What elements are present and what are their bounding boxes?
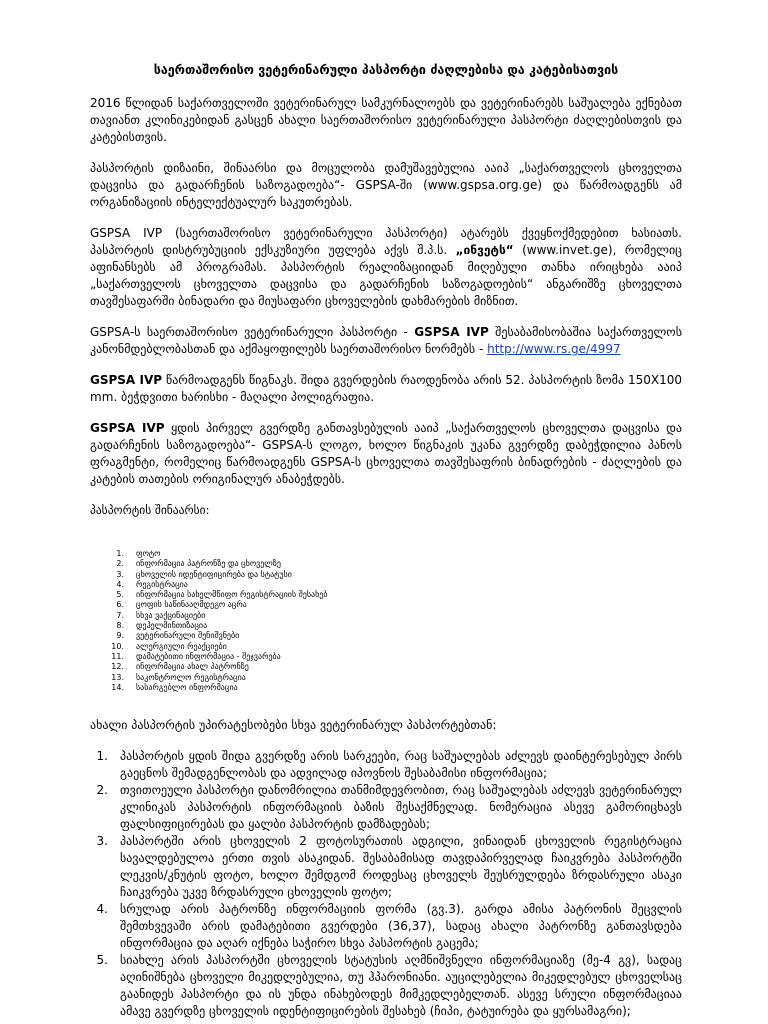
- contents-item-label: ცოფის საწინააღმდეგო აცრა: [136, 600, 247, 610]
- gspsa-ivp-label: GSPSA IVP: [90, 421, 165, 435]
- contents-item: [90, 631, 682, 641]
- contents-item-number: 4.: [116, 579, 124, 589]
- gspsa-ivp-label: GSPSA IVP: [414, 325, 489, 339]
- contents-item-label: ალერგიული რეაქციები: [136, 641, 227, 651]
- contents-item-number: 14.: [111, 682, 124, 692]
- advantage-item-text: პასპორტში არის ცხოველის 2 ფოტოსურათის ადგილი, ვინაიდან ცხოველის რეგისტრაცია სავალდებულოა ერთი თვის ასაკიდან. შესაბამისად თავდაპირველად ჩაიკვრება პასპორტში ლეკვის/კნუტის ფოტო, ხოლო შემდგომ როდესაც ცხოველს შეუსრულდება ზრდასრული ასაკი ჩაიკვრება უკვე ზრდასრული ცხოველის ფოტო;: [120, 834, 682, 900]
- contents-item-label: საკონტროლო რეგისტრაცია: [136, 672, 246, 682]
- paragraph-intro: 2016 წლიდან საქართველოში ვეტერინარულ სამკურნალოებს და ვეტერინარებს საშუალება ექნებათ თავიანთ კლინიკებიდან გასცენ ახალი საერთაშორისო ვეტერინარული პასპორტი ძაღლებისთვის და კატებისთვის.: [90, 96, 682, 144]
- advantage-item: [90, 901, 682, 952]
- contents-item-label: დამატებითი ინფორმაცია - შეჯვარება: [136, 651, 281, 661]
- advantages-list: [90, 748, 682, 1020]
- document-title: საერთაშორისო ვეტერინარული პასპორტი ძაღლებისა და კატებისათვის: [153, 62, 619, 77]
- advantage-item-text: სიახლე არის პასპორტში ცხოველის სტატუსის აღმნიშვნელი ინფორმაციაზე (მე-4 გვ), სადაც აღინიშნება ცხოველი მიკედლებულია, თუ ჰპარონიანი. აუცილებელია მიკედლებულ ცხოველსაც გაანიდეს პასპორტი და ის უნდა ინახებოდეს მიმკედლებელთან. ასევე სრული ინფორმაციაა ამავე გვერდზე ცხოველის იდენტიფიცირების შესახებ (ჩიპი, ტატუირება და ყურსამაგრი);: [120, 953, 682, 1019]
- advantage-item: [90, 952, 682, 1020]
- contents-item-label: სხვა ვაქცინაციები: [136, 610, 206, 620]
- advantage-item-number: 1.: [96, 749, 108, 764]
- contents-item-number: 11.: [111, 651, 124, 661]
- paragraph-compliance-text-a: GSPSA-ს საერთაშორისო ვეტერინარული პასპორტი -: [90, 325, 415, 339]
- contents-item: [90, 549, 682, 559]
- contents-item: [90, 673, 682, 683]
- paragraph-cover-text: ყდის პირველ გვერდზე განთავსებულის ააიპ „საქართველოს ცხოველთა დაცვისა და გადარჩენის საზოგადოება“- GSPSA-ს ლოგო, ხოლო წიგნაკის უკანა გვერდზე დაბეჭდილია პანოს ფრაგმენტი, რომელიც წარმოადგენს GSPSA-ს ცხოველთა თავშესაფრის ბინადრების - ძაღლების და კატების თათების ორიგინალურ ანაბეჭდებს.: [90, 421, 682, 486]
- contents-item-label: ინფორმაცია პატრონზე და ცხოველზე: [136, 559, 281, 569]
- contents-item-number: 7.: [116, 610, 124, 620]
- contents-item-number: 1.: [116, 549, 124, 558]
- contents-item: [90, 611, 682, 621]
- contents-item: [90, 590, 682, 600]
- gspsa-ivp-label: GSPSA IVP: [90, 373, 163, 387]
- contents-item: [90, 580, 682, 590]
- advantage-item-number: 5.: [96, 953, 108, 968]
- paragraph-cover: [90, 420, 682, 488]
- advantage-item-number: 4.: [96, 902, 108, 917]
- contents-item-number: 8.: [116, 621, 124, 631]
- contents-item-label: ინფორმაცია ახალ პატრონზე: [136, 662, 249, 672]
- advantage-item: [90, 782, 682, 833]
- paragraph-distribution-text-c: (www.invet.ge), რომელიც აფინანსებს ამ პროგრამას. პასპორტის რეალიზაციიდან მიღებული თანხა ირიცხება ააიპ „საქართველოს ცხოველთა დაცვისა და გადარჩენის საზოგადოების“ ანგარიშზე ცხოველთა თავშესაფარში ბინადარი და მიუსაფარი ცხოველების დახმარების მიზნით.: [90, 243, 683, 308]
- contents-item-label: ვეტერინარული შენიშვნები: [136, 631, 240, 641]
- contents-item: [90, 652, 682, 662]
- contents-item: [90, 570, 682, 580]
- rs-ge-link[interactable]: http://www.rs.ge/4997: [487, 342, 621, 356]
- paragraph-format: [90, 372, 682, 406]
- contents-item-number: 5.: [116, 590, 124, 600]
- advantage-item-text: პასპორტის ყდის შიდა გვერდზე არის სარკეები, რაც საშუალებას აძლევს დაინტერესებულ პირს გაეცნოს შემადგენლობას და ადვილად იპოვნოს შესაბამისი ინფორმაცია;: [120, 749, 682, 781]
- paragraph-compliance-text-c: შესაბამისობაშია საქართველოს კანონმდებლობასთან და აქმაყოფილებს საერთაშორისო ნორმებს -: [90, 325, 682, 356]
- advantage-item: [90, 748, 682, 782]
- paragraph-design: პასპორტის დიზაინი, შინაარსი და მოცულობა დამუშავებულია ააიპ „საქართველოს ცხოველთა დაცვისა და გადარჩენის საზოგადოება“- GSPSA-ში (www.gspsa.org.ge) და წარმოადგენს ამ ორგანიზაციის ინტელექტუალურ საკუთრებას.: [90, 161, 682, 209]
- contents-item-number: 13.: [111, 672, 124, 682]
- contents-item-label: სასარგებლო ინფორმაცია: [136, 682, 238, 692]
- contents-item-label: ინფორმაცია სახელმწიფო რეგისტრაციის შესახებ: [136, 590, 328, 600]
- contents-item: [90, 559, 682, 569]
- contents-item: [90, 600, 682, 610]
- contents-item-number: 12.: [111, 662, 124, 672]
- contents-item: [90, 662, 682, 672]
- contents-item-label: რეგისტრაცია: [136, 579, 188, 589]
- contents-item: [90, 621, 682, 631]
- advantage-item-text: სრულად არის პატრონზე ინფორმაციის ფორმა (გვ.3). გარდა ამისა პატრონის შეცვლის შემთხვევაში არის დამატებითი გვერდები (36,37), სადაც ახალი პატრონზე განთავსდება ინფორმაცია და აღარ იქნება საჭირო სხვა პასპორტის გაცემა;: [120, 902, 682, 951]
- contents-list: [90, 549, 682, 693]
- paragraph-distribution-text-a: GSPSA IVP (საერთაშორისო ვეტერინარული პასპორტი) ატარებს ქვეყნოქმედებით ხასიათს. პასპორტის დისტრუბუციის ექსკუზიური უფლება აქვს შ.პ.ს.: [90, 226, 682, 257]
- advantage-item-number: 3.: [96, 834, 108, 849]
- advantage-item: [90, 833, 682, 901]
- paragraph-format-text: წარმოადგენს წიგნაკს. შიდა გვერდების რაოდენობა არის 52. პასპორტის ზომა 150X100 mm. ბეჭდვითი ხარისხი - მაღალი პოლიგრაფია.: [90, 373, 682, 404]
- contents-heading: პასპორტის შინაარსი:: [90, 503, 210, 517]
- contents-item-number: 10.: [111, 641, 124, 651]
- contents-item-number: 2.: [116, 559, 124, 569]
- contents-item-label: ცხოველის იდენტიფიცირება და სტატუსი: [136, 569, 292, 579]
- contents-item: [90, 642, 682, 652]
- contents-item-label: დეჰელმინთიზაცია: [136, 621, 208, 631]
- contents-item-number: 3.: [116, 569, 124, 579]
- advantages-heading: ახალი პასპორტის უპირატესობები სხვა ვეტერინარულ პასპორტებთან:: [90, 718, 497, 733]
- paragraph-compliance: [90, 324, 682, 358]
- contents-item-number: 9.: [116, 631, 124, 641]
- contents-item: [90, 683, 682, 693]
- contents-item-number: 6.: [116, 600, 124, 610]
- contents-item-label: ფოტო: [136, 549, 161, 558]
- advantage-item-number: 2.: [96, 783, 108, 798]
- paragraph-distribution: [90, 225, 682, 310]
- advantage-item-text: თვითოეული პასპორტი დანომრილია თანმიმდევრობით, რაც საშუალებას აძლევს ვეტერინარულ კლინიკას პასპორტის ინფორმაციის ბაზის შესაქმნელად. ნომერაცია ასევე გამორიცხავს ფალსიფიცირებას და ყალბი პასპორტის დამზადებას;: [120, 783, 682, 832]
- invet-name: „ინვეტს“: [455, 243, 514, 257]
